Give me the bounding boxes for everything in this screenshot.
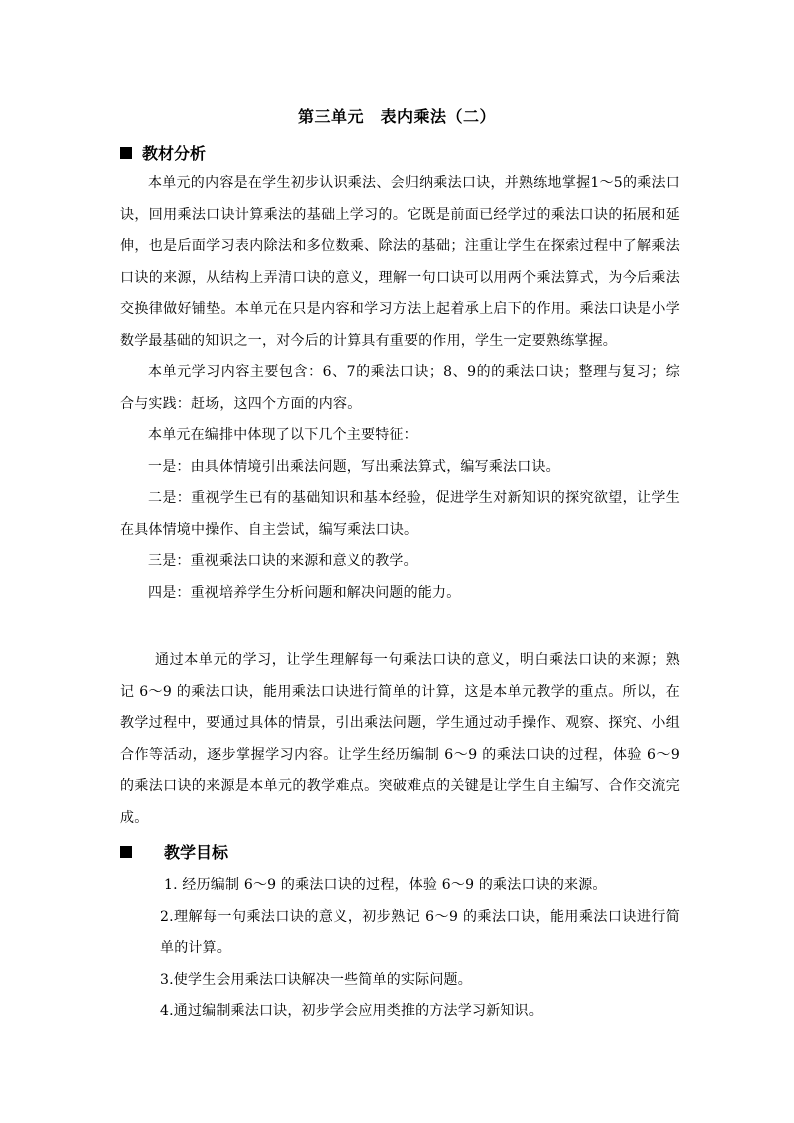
list-item: 4.通过编制乘法口诀，初步学会应用类推的方法学习新知识。 — [160, 1003, 543, 1019]
paragraph: 二是：重视学生已有的基础知识和基本经验，促进学生对新知识的探究欲望，让学生在具体情境中操作、自主尝试，编写乘法口诀。 — [120, 490, 680, 538]
section-heading-analysis — [120, 141, 206, 164]
section-heading-label: 教材分析 — [142, 144, 207, 163]
list-item: 2.理解每一句乘法口诀的意义，初步熟记 6～9 的乘法口诀，能用乘法口诀进行简单的计算。 — [160, 908, 680, 956]
paragraph: 四是：重视培养学生分析问题和解决问题的能力。 — [148, 584, 461, 601]
objectives-list — [120, 870, 680, 1028]
square-bullet-icon — [120, 846, 132, 858]
section-heading-objectives — [120, 840, 228, 863]
paragraph: 一是：由具体情境引出乘法问题，写出乘法算式，编写乘法口诀。 — [148, 458, 560, 475]
list-item: 3.使学生会用乘法口诀解决一些简单的实际问题。 — [160, 971, 472, 988]
paragraph: 本单元学习内容主要包含：6、7的乘法口诀；8、9的的乘法口诀；整理与复习；综合与实践：赶场，这四个方面的内容。 — [120, 364, 680, 412]
list-item: 1. 经历编制 6～9 的乘法口诀的过程，体验 6～9 的乘法口诀的来源。 — [164, 877, 607, 893]
section-heading-label: 教学目标 — [164, 843, 229, 862]
page-title: 第三单元 表内乘法（二） — [297, 107, 496, 126]
paragraph: 三是：重视乘法口诀的来源和意义的教学。 — [148, 553, 418, 569]
analysis-body — [120, 168, 680, 609]
paragraph: 通过本单元的学习，让学生理解每一句乘法口诀的意义，明白乘法口诀的来源；熟记 6～9 的乘法口诀，能用乘法口诀进行简单的计算，这是本单元教学的重点。所以，在教学过程中，要通过具体的情景，引出乘法问题，学生通过动手操作、观察、探究、小组合作等活动，逐步掌握学习内容。让学生经历编制 6～9 的乘法口诀的过程，体验 6～9 的乘法口诀的来源是本单元的教学难点。突破难点的关键是让学生自主编写、合作交流完成。 — [120, 652, 680, 826]
square-bullet-icon — [120, 147, 132, 159]
paragraph: 本单元在编排中体现了以下几个主要特征： — [148, 427, 418, 443]
analysis-summary — [120, 645, 680, 834]
paragraph: 本单元的内容是在学生初步认识乘法、会归纳乘法口诀，并熟练地掌握1～5的乘法口诀，回用乘法口诀计算乘法的基础上学习的。它既是前面已经学过的乘法口诀的拓展和延伸，也是后面学习表内除法和多位数乘、除法的基础；注重让学生在探索过程中了解乘法口诀的来源，从结构上弄清口诀的意义，理解一句口诀可以用两个乘法算式，为今后乘法交换律做好铺垫。本单元在只是内容和学习方法上起着承上启下的作用。乘法口诀是小学数学最基础的知识之一，对今后的计算具有重要的作用，学生一定要熟练掌握。 — [120, 175, 680, 349]
